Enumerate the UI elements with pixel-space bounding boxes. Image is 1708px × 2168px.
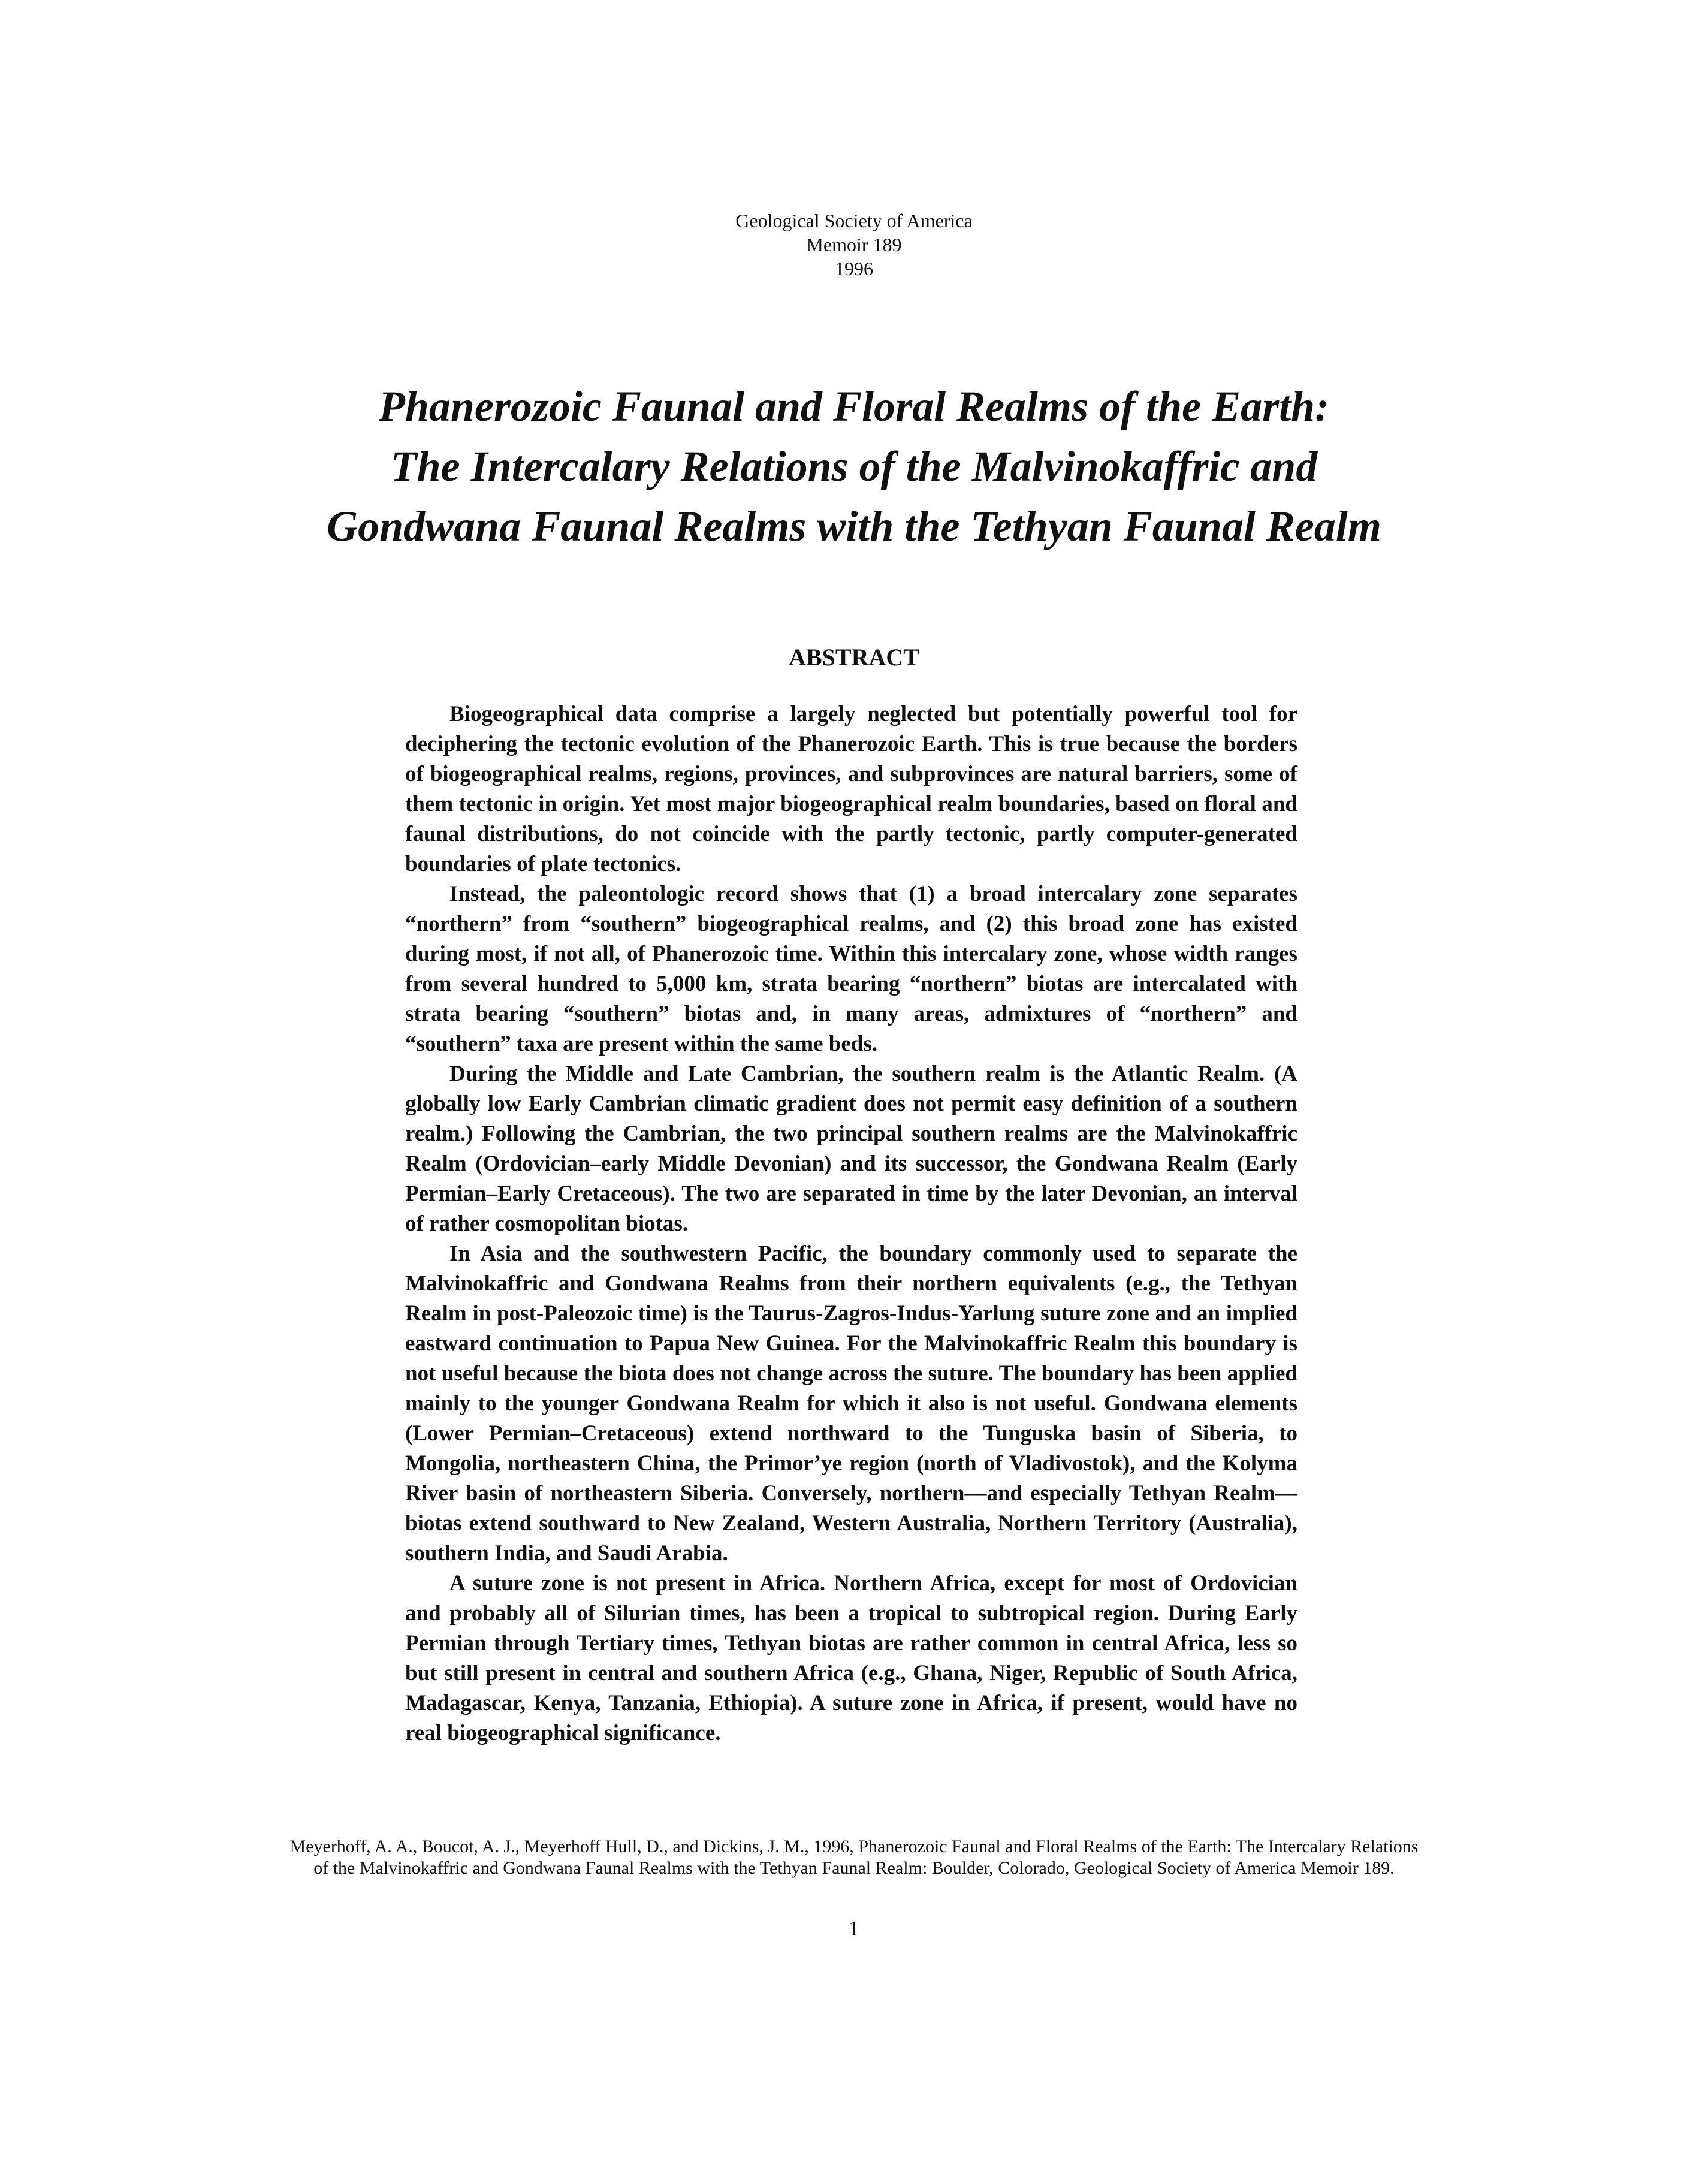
abstract-paragraph: Instead, the paleontologic record shows that (1) a broad intercalary zone separates “northern” from “southern” biogeographical realms, and (2) this broad zone has existed during most, if not all, of Phanerozoic time. Within this intercalary zone, whose width ranges from several hundred to 5,000 km, strata bearing “northern” biotas are intercalated with strata bearing “southern” biotas and, in many areas, admixtures of “northern” and “southern” taxa are present within the same beds. (405, 882, 1297, 1056)
abstract-paragraph: A suture zone is not present in Africa. Northern Africa, except for most of Ordovician and probably all of Silurian times, has been a tropical to subtropical region. During Early Permian through Tertiary times, Tethyan biotas are rather common in central Africa, less so but still present in central and southern Africa (e.g., Ghana, Niger, Republic of South Africa, Madagascar, Kenya, Tanzania, Ethiopia). A suture zone in Africa, if present, would have no real biogeographical significance. (405, 1571, 1297, 1745)
publication-year: 1996 (835, 258, 873, 279)
citation (210, 1836, 1498, 1879)
memoir-series: Memoir 189 (806, 234, 902, 255)
abstract-heading: ABSTRACT (789, 644, 919, 671)
title-line: The Intercalary Relations of the Malvinokaffric and (390, 442, 1318, 490)
citation-line: of the Malvinokaffric and Gondwana Faunal Realms with the Tethyan Faunal Realm: Boulder, Colorado, Geological Society of America Memoir 189. (313, 1858, 1395, 1878)
abstract-body (405, 699, 1297, 1748)
paper-title (180, 376, 1528, 556)
abstract-paragraph: During the Middle and Late Cambrian, the southern realm is the Atlantic Realm. (A globally low Early Cambrian climatic gradient does not permit easy definition of a southern realm.) Following the Cambrian, the two principal southern realms are the Malvinokaffric Realm (Ordovician–early Middle Devonian) and its successor, the Gondwana Realm (Early Permian–Early Cretaceous). The two are separated in time by the later Devonian, an interval of rather cosmopolitan biotas. (405, 1062, 1297, 1236)
publisher-name: Geological Society of America (735, 210, 973, 231)
title-line: Gondwana Faunal Realms with the Tethyan Faunal Realm (327, 502, 1381, 550)
abstract-paragraph: Biogeographical data comprise a largely neglected but potentially powerful tool for deciphering the tectonic evolution of the Phanerozoic Earth. This is true because the borders of biogeographical realms, regions, provinces, and subprovinces are natural barriers, some of them tectonic in origin. Yet most major biogeographical realm boundaries, based on floral and faunal distributions, do not coincide with the partly tectonic, partly computer-generated boundaries of plate tectonics. (405, 702, 1297, 876)
page-number: 1 (849, 1916, 859, 1940)
publication-header (0, 209, 1708, 281)
abstract-paragraph: In Asia and the southwestern Pacific, the boundary commonly used to separate the Malvinokaffric and Gondwana Realms from their northern equivalents (e.g., the Tethyan Realm in post-Paleozoic time) is the Taurus-Zagros-Indus-Yarlung suture zone and an implied eastward continuation to Papua New Guinea. For the Malvinokaffric Realm this boundary is not useful because the biota does not change across the suture. The boundary has been applied mainly to the younger Gondwana Realm for which it also is not useful. Gondwana elements (Lower Permian–Cretaceous) extend northward to the Tunguska basin of Siberia, to Mongolia, northeastern China, the Primor’ye region (north of Vladivostok), and the Kolyma River basin of northeastern Siberia. Conversely, northern—and especially Tethyan Realm—biotas extend southward to New Zealand, Western Australia, Northern Territory (Australia), southern India, and Saudi Arabia. (405, 1241, 1297, 1566)
title-line: Phanerozoic Faunal and Floral Realms of the Earth: (378, 382, 1330, 430)
citation-line: Meyerhoff, A. A., Boucot, A. J., Meyerhoff Hull, D., and Dickins, J. M., 1996, Phanerozoic Faunal and Floral Realms of the Earth: The Intercalary Relations (289, 1837, 1419, 1856)
